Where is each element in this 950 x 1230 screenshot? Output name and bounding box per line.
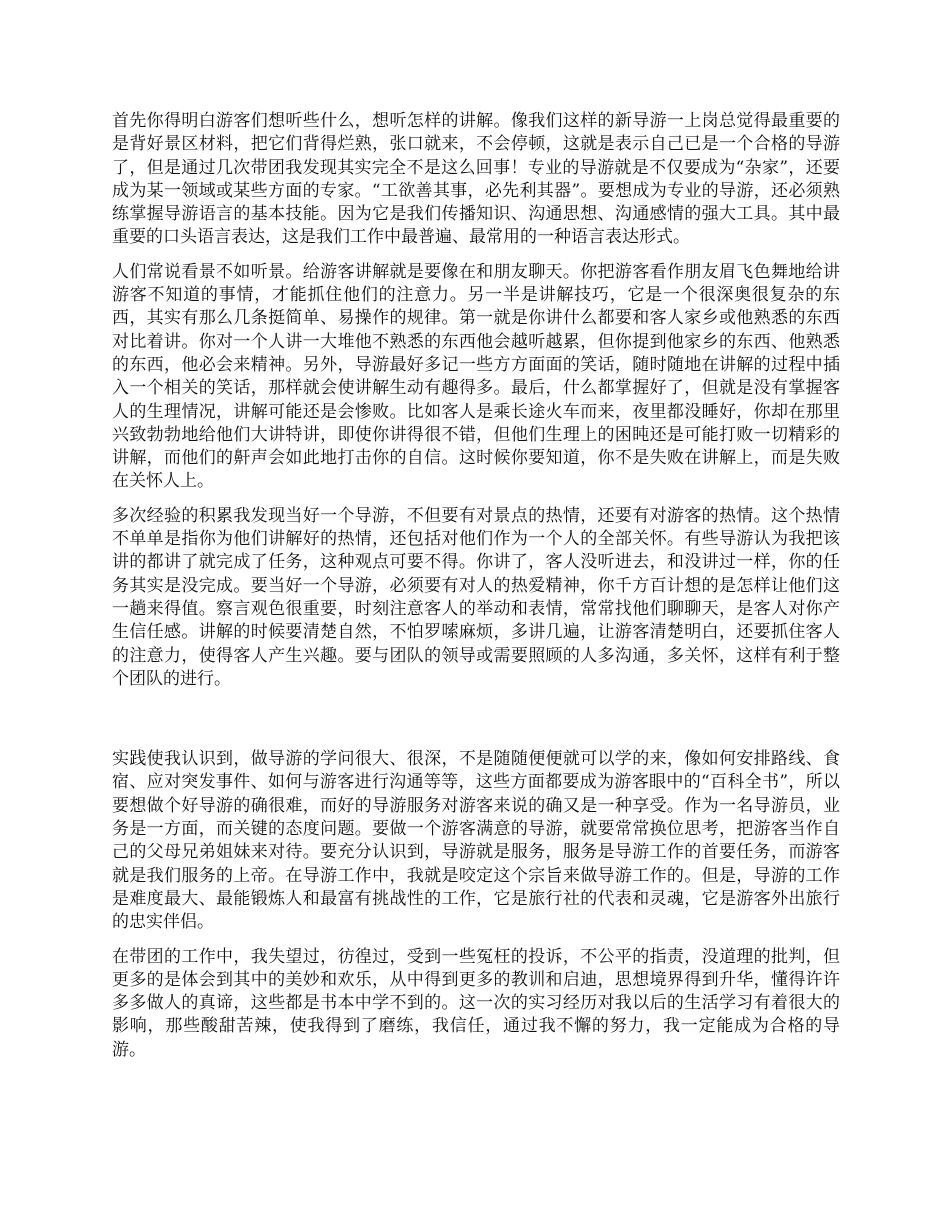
paragraph-enthusiasm-for-guests: 多次经验的积累我发现当好一个导游，不但要有对景点的热情，还要有对游客的热情。这个热情不单单是指你为他们讲解好的热情，还包括对他们作为一个人的全部关怀。有些导游认为我把该讲的都讲了就完成了任务，这种观点可要不得。你讲了，客人没听进去，和没讲过一样，你的任务其实是没完成。要当好一个导游，必须要有对人的热爱精神，你千方百计想的是怎样让他们这一趟来得值。察言观色很重要，时刻注意客人的举动和表情，常常找他们聊聊天，是客人对你产生信任感。讲解的时候要清楚自然，不怕罗嗦麻烦，多讲几遍，让游客清楚明白，还要抓住客人的注意力，使得客人产生兴趣。要与团队的领导或需要照顾的人多沟通，多关怀，这样有利于整个团队的进行。 bbox=[112, 505, 840, 689]
paragraph-conclusion: 在带团的工作中，我失望过，彷徨过，受到一些冤枉的投诉，不公平的指责，没道理的批判，但更多的是体会到其中的美妙和欢乐，从中得到更多的教训和启迪，思想境界得到升华，懂得许许多多做人的真谛，这些都是书本中学不到的。这一次的实习经历对我以后的生活学习有着很大的影响，那些酸甜苦辣，使我得到了磨练，我信任，通过我不懈的努力，我一定能成为合格的导游。 bbox=[112, 946, 840, 1060]
section-spacer bbox=[112, 702, 840, 748]
document-body bbox=[112, 110, 840, 1073]
paragraph-explanation-skills: 人们常说看景不如听景。给游客讲解就是要像在和朋友聊天。你把游客看作朋友眉飞色舞地给讲游客不知道的事情，才能抓住他们的注意力。另一半是讲解技巧，它是一个很深奥很复杂的东西，其实有那么几条挺简单、易操作的规律。第一就是你讲什么都要和客人家乡或他熟悉的东西对比着讲。你对一个人讲一大堆他不熟悉的东西他会越听越累，但你提到他家乡的东西、他熟悉的东西，他必会来精神。另外，导游最好多记一些方方面面的笑话，随时随地在讲解的过程中插入一个相关的笑话，那样就会使讲解生动有趣得多。最后，什么都掌握好了，但就是没有掌握客人的生理情况，讲解可能还是会惨败。比如客人是乘长途火车而来，夜里都没睡好，你却在那里兴致勃勃地给他们大讲特讲，即使你讲得很不错，但他们生理上的困盹还是可能打败一切精彩的讲解，而他们的鼾声会如此地打击你的自信。这时候你要知道，你不是失败在讲解上，而是失败在关怀人上。 bbox=[112, 261, 840, 492]
paragraph-practice-insights: 实践使我认识到，做导游的学问很大、很深，不是随随便便就可以学的来，像如何安排路线、食宿、应对突发事件、如何与游客进行沟通等等，这些方面都要成为游客眼中的“百科全书”，所以要想做个好导游的确很难，而好的导游服务对游客来说的确又是一种享受。作为一名导游员，业务是一方面，而关键的态度问题。要做一个游客满意的导游，就要常常换位思考，把游客当作自己的父母兄弟姐妹来对待。要充分认识到，导游就是服务，服务是导游工作的首要任务，而游客就是我们服务的上帝。在导游工作中，我就是咬定这个宗旨来做导游工作的。但是，导游的工作是难度最大、最能锻炼人和最富有挑战性的工作，它是旅行社的代表和灵魂，它是游客外出旅行的忠实伴侣。 bbox=[112, 749, 840, 933]
paragraph-tourist-expectations: 首先你得明白游客们想听些什么，想听怎样的讲解。像我们这样的新导游一上岗总觉得最重要的是背好景区材料，把它们背得烂熟，张口就来，不会停顿，这就是表示自己已是一个合格的导游了，但是通过几次带团我发现其实完全不是这么回事！专业的导游就是不仅要成为“杂家”，还要成为某一领域或某些方面的专家。“工欲善其事，必先利其器”。要想成为专业的导游，还必须熟练掌握导游语言的基本技能。因为它是我们传播知识、沟通思想、沟通感情的强大工具。其中最重要的口头语言表达，这是我们工作中最普遍、最常用的一种语言表达形式。 bbox=[112, 111, 840, 248]
